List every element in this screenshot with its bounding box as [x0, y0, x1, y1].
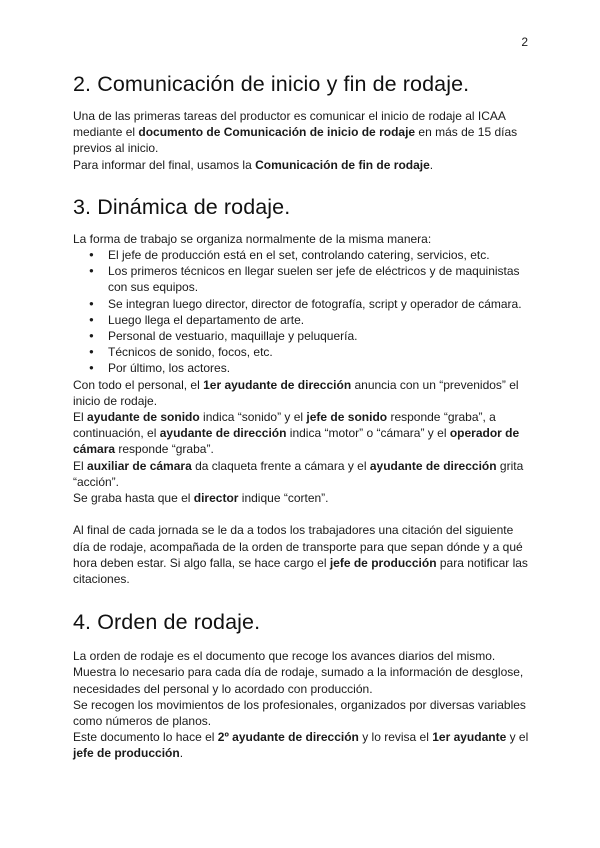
bold-text: documento de Comunicación de inicio de rodaje — [138, 125, 416, 140]
text-run: El — [73, 458, 88, 473]
text-run: responde “graba”. — [115, 442, 214, 457]
bullet-item: ● Personal de vestuario, maquillaje y peluquería. — [73, 328, 531, 344]
text-run: Una de las primeras tareas del productor es comunicar el inicio de rodaje al ICAA mediante el — [73, 109, 506, 140]
text-run: La orden de rodaje es el documento que recoge los avances diarios del mismo. Muestra lo necesario para cada día de rodaje, sumado a la información de desglose, necesidades del personal y lo acordado con producción. — [73, 649, 524, 696]
text-run: para notificar las citaciones. — [73, 555, 528, 587]
text-run: Se recogen los movimientos de los profesionales, organizados por diversas variables como números de planos. — [73, 697, 526, 729]
bold-text: 1er ayudante de dirección — [203, 377, 352, 392]
section-2-title: 2. Comunicación de inicio y fin de rodaje. — [73, 72, 470, 96]
text-run: Se graba hasta que el — [73, 491, 194, 506]
bold-text: operador de cámara — [73, 426, 520, 457]
section-3-bullet-list — [73, 247, 531, 377]
section-4-paragraph-3 — [73, 729, 531, 761]
text-run: . — [179, 746, 184, 761]
bold-text: jefe de sonido — [306, 410, 388, 425]
section-3-intro: La forma de trabajo se organiza normalmente de la misma manera: — [73, 231, 432, 246]
text-run: Este documento lo hace el — [73, 730, 218, 745]
text-run: Con todo el personal, el — [73, 377, 204, 392]
section-2-paragraph-2 — [73, 157, 531, 173]
text-run: indica “sonido” y el — [199, 410, 307, 425]
text-run: responde “graba”, a continuación, el — [73, 410, 496, 441]
section-3-paragraph-2 — [73, 409, 531, 458]
bullet-item: ● Por último, los actores. — [73, 360, 531, 376]
text-run: y lo revisa el — [358, 730, 433, 745]
bold-text: Comunicación de fin de rodaje — [255, 157, 430, 172]
text-run: y el — [506, 730, 529, 745]
bold-text: jefe de producción — [329, 555, 437, 570]
section-3-title: 3. Dinámica de rodaje. — [73, 194, 291, 219]
text-run: anuncia con un “prevenidos” el inicio de rodaje. — [73, 377, 519, 408]
bold-text: ayudante de dirección — [369, 458, 497, 473]
text-run: . — [429, 157, 434, 172]
bold-text: ayudante de dirección — [159, 426, 287, 441]
section-4-paragraph-2 — [73, 697, 531, 729]
bullet-item: ● Luego llega el departamento de arte. — [73, 312, 531, 328]
bold-text: auxiliar de cámara — [87, 458, 192, 473]
bullet-item: ● Los primeros técnicos en llegar suelen ser jefe de eléctricos y de maquinistas con sus equipos. — [73, 263, 531, 295]
text-run: da claqueta frente a cámara y el — [191, 458, 370, 473]
bullet-item: ● Se integran luego director, director de fotografía, script y operador de cámara. — [73, 296, 531, 312]
blank-line — [73, 506, 531, 522]
bold-text: ayudante de sonido — [87, 410, 200, 425]
bold-text: 1er ayudante — [432, 730, 507, 745]
bullet-item: ● Técnicos de sonido, focos, etc. — [73, 344, 531, 360]
text-run: Para informar del final, usamos la — [73, 157, 256, 172]
section-3-paragraph-1 — [73, 377, 531, 409]
bullet-item: ● El jefe de producción está en el set, controlando catering, servicios, etc. — [73, 247, 531, 263]
text-run: indica “motor” o “cámara” y el — [286, 426, 450, 441]
section-4-title: 4. Orden de rodaje. — [73, 610, 261, 635]
section-4-paragraph-1 — [73, 648, 531, 697]
bold-text: jefe de producción — [73, 746, 180, 761]
text-run: El — [73, 410, 88, 425]
text-run: indique “corten”. — [238, 491, 329, 506]
page-content — [73, 66, 531, 762]
section-3-paragraph-3 — [73, 458, 531, 490]
section-2-paragraph-1 — [73, 108, 531, 157]
bold-text: director — [193, 491, 239, 506]
text-run: grita “acción”. — [73, 458, 524, 489]
page-number: 2 — [521, 35, 528, 49]
section-3-paragraph-4 — [73, 490, 531, 506]
bold-text: 2º ayudante de dirección — [217, 730, 359, 745]
text-run: en más de 15 días previos al inicio. — [73, 125, 518, 156]
text-run: Al final de cada jornada se le da a todos los trabajadores una citación del siguiente día de rodaje, acompañada de la orden de transporte para que sepan dónde y a qué hora deben estar. Si algo falla, se hace cargo el — [73, 523, 523, 570]
section-3-paragraph-5 — [73, 522, 531, 587]
